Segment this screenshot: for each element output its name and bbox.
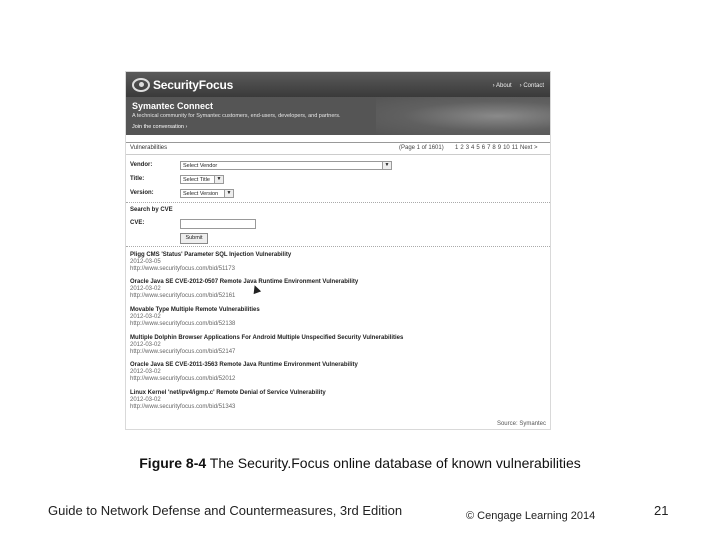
list-item — [130, 252, 291, 273]
page-link-6[interactable]: 6 — [481, 145, 486, 151]
page-link-7[interactable]: 7 — [487, 145, 491, 151]
pagination — [455, 145, 538, 151]
cve-label: CVE: — [130, 220, 145, 226]
chevron-down-icon: ▼ — [214, 176, 223, 183]
vendor-select[interactable] — [180, 161, 392, 170]
vulnerability-title-link[interactable]: Multiple Dolphin Browser Applications For Android Multiple Unspecified Security Vulnerabilities — [130, 335, 404, 341]
chevron-down-icon: ▼ — [382, 162, 391, 169]
top-nav — [493, 83, 544, 89]
page-link-5[interactable]: 5 — [476, 145, 480, 151]
vulnerability-url[interactable]: http://www.securityfocus.com/bid/52147 — [130, 349, 236, 355]
vulnerability-title-link[interactable]: Oracle Java SE CVE-2011-3563 Remote Java Runtime Environment Vulnerability — [130, 362, 358, 368]
submit-button[interactable]: Submit — [180, 233, 208, 244]
join-conversation-link[interactable]: Join the conversation › — [132, 124, 188, 130]
vulnerability-url[interactable]: http://www.securityfocus.com/bid/52138 — [130, 321, 236, 327]
page-link-8[interactable]: 8 — [492, 145, 496, 151]
page-link-3[interactable]: 3 — [465, 145, 470, 151]
page-link-4[interactable]: 4 — [471, 145, 475, 151]
page-link-2[interactable]: 2 — [460, 145, 464, 151]
vulnerability-date: 2012-03-02 — [130, 286, 161, 292]
site-header — [126, 72, 550, 97]
figure-number: Figure 8-4 — [139, 455, 207, 471]
logo-text: SecurityFocus — [153, 77, 234, 92]
vulnerability-title-link[interactable]: Movable Type Multiple Remote Vulnerabilities — [130, 307, 260, 313]
source-credit: Source: Symantec — [496, 421, 546, 427]
title-select[interactable] — [180, 175, 224, 184]
chevron-down-icon: ▼ — [224, 190, 233, 197]
vulnerability-date: 2012-03-02 — [130, 369, 161, 375]
vulnerability-url[interactable]: http://www.securityfocus.com/bid/51173 — [130, 266, 235, 272]
securityfocus-logo[interactable] — [132, 76, 233, 93]
vulnerability-title-link[interactable]: Linux Kernel 'net/ipv4/igmp.c' Remote Denial of Service Vulnerability — [130, 390, 326, 396]
vulnerability-url[interactable]: http://www.securityfocus.com/bid/51343 — [130, 404, 236, 410]
list-item — [130, 390, 326, 411]
cve-input[interactable] — [180, 219, 256, 229]
version-select-value: Select Version — [183, 191, 219, 197]
banner-subtitle: A technical community for Symantec customers, end-users, developers, and partners. — [132, 113, 341, 119]
divider — [126, 202, 550, 203]
list-item — [130, 362, 358, 383]
page-link-11[interactable]: 11 — [511, 145, 519, 151]
vulnerability-date: 2012-03-02 — [130, 314, 161, 320]
page-link-1[interactable]: 1 — [455, 145, 459, 151]
symantec-connect-banner — [126, 97, 550, 135]
vulnerability-date: 2012-03-05 — [130, 259, 161, 265]
vendor-label: Vendor: — [130, 162, 153, 168]
title-select-value: Select Title — [183, 177, 210, 183]
page-link-9[interactable]: 9 — [497, 145, 502, 151]
vulnerability-title-link[interactable]: Oracle Java SE CVE-2012-0507 Remote Java Runtime Environment Vulnerability — [130, 279, 359, 285]
copyright: © Cengage Learning 2014 — [466, 510, 596, 522]
version-select[interactable] — [180, 189, 234, 198]
vulnerability-date: 2012-03-02 — [130, 397, 161, 403]
next-page-link[interactable]: Next > — [520, 145, 538, 151]
page-link-10[interactable]: 10 — [503, 145, 510, 151]
list-item — [130, 307, 260, 328]
about-link[interactable]: › About — [492, 83, 512, 89]
caption-text: The Security.Focus online database of known vulnerabilities — [209, 455, 581, 471]
banner-title: Symantec Connect — [132, 101, 214, 111]
divider — [126, 246, 550, 247]
page-number: 21 — [654, 503, 669, 518]
page-info: (Page 1 of 1601) — [399, 145, 444, 151]
version-label: Version: — [130, 190, 154, 196]
search-by-cve-label: Search by CVE — [130, 207, 173, 213]
logo-icon — [132, 78, 150, 92]
list-item — [130, 335, 403, 356]
contact-link[interactable]: › Contact — [519, 83, 544, 89]
figure-caption — [0, 455, 720, 471]
vulnerability-url[interactable]: http://www.securityfocus.com/bid/52161 — [130, 293, 236, 299]
vulnerability-title-link[interactable]: Pligg CMS 'Status' Parameter SQL Injection Vulnerability — [130, 252, 292, 258]
vulnerability-date: 2012-03-02 — [130, 342, 161, 348]
vulnerabilities-bar — [126, 142, 550, 155]
list-item — [130, 279, 358, 300]
title-label: Title: — [130, 176, 145, 182]
vendor-select-value: Select Vendor — [183, 163, 218, 169]
screenshot-frame — [126, 72, 550, 429]
book-title: Guide to Network Defense and Countermeasures, 3rd Edition — [48, 503, 403, 518]
vulnerabilities-title: Vulnerabilities — [130, 145, 168, 151]
vulnerability-url[interactable]: http://www.securityfocus.com/bid/52012 — [130, 376, 236, 382]
